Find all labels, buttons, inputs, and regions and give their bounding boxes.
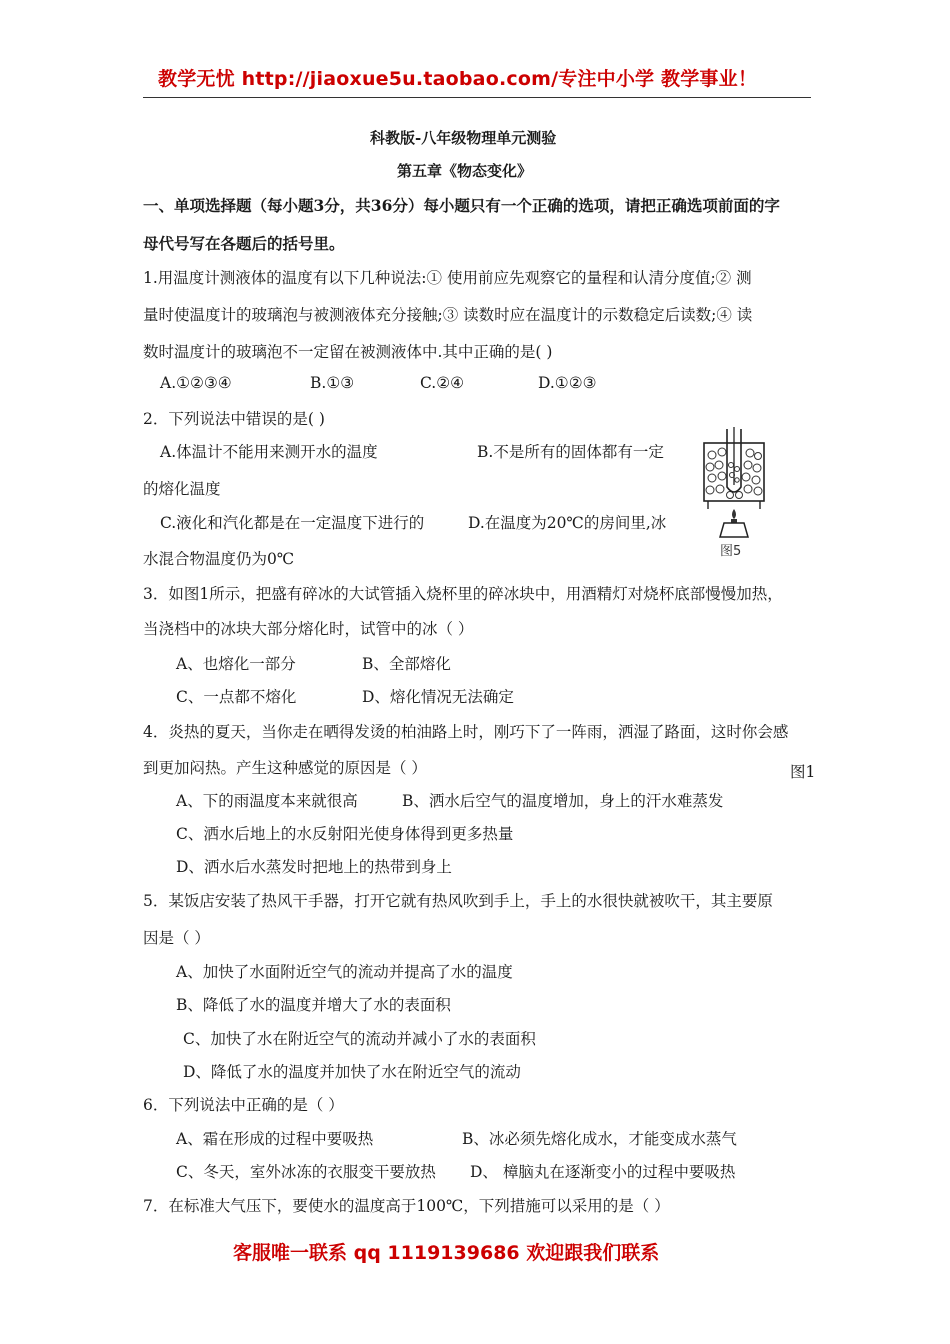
figure-5-caption: 图5 [720,544,742,559]
q4-option-b: B、洒水后空气的温度增加，身上的汗水难蒸发 [402,792,724,810]
q3-option-d: D、熔化情况无法确定 [362,688,514,706]
q1-option-a: A.①②③④ [160,374,232,392]
q5-option-c: C、加快了水在附近空气的流动并减小了水的表面积 [183,1030,536,1048]
q3-option-b: B、全部熔化 [362,655,451,673]
page-title: 科教版-八年级物理单元测验 [370,129,557,147]
q3-option-c: C、一点都不熔化 [176,688,297,706]
q2-stem: 2．下列说法中错误的是( ) [143,410,325,428]
q4-option-c: C、洒水后地上的水反射阳光使身体得到更多热量 [176,825,514,843]
q4-line2: 到更加闷热。产生这种感觉的原因是（ ） [143,759,427,777]
q4-line1: 4．炎热的夏天，当你走在晒得发烫的柏油路上时，刚巧下了一阵雨，洒湿了路面，这时你会感 [143,723,789,741]
q1-line2: 量时使温度计的玻璃泡与被测液体充分接触;③ 读数时应在温度计的示数稳定后读数;④ 读 [143,306,753,324]
q4-option-d: D、洒水后水蒸发时把地上的热带到身上 [176,858,452,876]
q3-line2: 当浇档中的冰块大部分熔化时，试管中的冰（ ） [143,620,474,638]
q6-option-b: B、冰必须先熔化成水，才能变成水蒸气 [462,1130,737,1148]
q2-option-b-cont: 的熔化温度 [143,480,221,498]
q2-option-a: A.体温计不能用来测开水的温度 [160,443,378,461]
q7-stem: 7．在标准大气压下，要使水的温度高于100℃，下列措施可以采用的是（ ） [143,1197,670,1215]
q5-option-b: B、降低了水的温度并增大了水的表面积 [176,996,451,1014]
figure-1-label: 图1 [790,763,816,781]
q2-option-b: B.不是所有的固体都有一定 [477,443,664,461]
q5-option-a: A、加快了水面附近空气的流动并提高了水的温度 [176,963,513,981]
q6-stem: 6．下列说法中正确的是（ ） [143,1096,344,1114]
q1-line3: 数时温度计的玻璃泡不一定留在被测液体中.其中正确的是( ) [143,343,553,361]
q5-line1: 5．某饭店安装了热风干手器，打开它就有热风吹到手上，手上的水很快就被吹干，其主要原 [143,892,773,910]
q2-option-d: D.在温度为20℃的房间里,冰 [468,514,667,532]
q1-option-c: C.②④ [420,374,465,392]
q2-option-c: C.液化和汽化都是在一定温度下进行的 [160,514,425,532]
q5-option-d: D、降低了水的温度并加快了水在附近空气的流动 [183,1063,521,1081]
q2-option-d-cont: 水混合物温度仍为0℃ [143,550,295,568]
q3-option-a: A、也熔化一部分 [176,655,296,673]
q6-option-d: D、 樟脑丸在逐渐变小的过程中要吸热 [470,1163,736,1181]
chapter-subtitle: 第五章《物态变化》 [397,162,533,180]
q3-line1: 3．如图1所示，把盛有碎冰的大试管插入烧杯里的碎冰块中，用酒精灯对烧杯底部慢慢加热， [143,585,783,603]
q1-line1: 1.用温度计测液体的温度有以下几种说法:① 使用前应先观察它的量程和认清分度值;② 测 [143,269,752,287]
q5-line2: 因是（ ） [143,929,210,947]
q1-option-d: D.①②③ [538,374,597,392]
header-banner: 教学无忧 http://jiaoxue5u.taobao.com/专注中小学 教学事业！ [158,68,758,90]
q6-option-c: C、冬天，室外冰冻的衣服变干要放热 [176,1163,436,1181]
q4-option-a: A、下的雨温度本来就很高 [176,792,358,810]
section-heading-line2: 母代号写在各题后的括号里。 [143,234,345,253]
q1-option-b: B.①③ [310,374,355,392]
figure-5-apparatus [698,425,770,560]
header-divider [143,97,811,98]
footer-contact: 客服唯一联系 qq 1119139686 欢迎跟我们联系 [233,1242,660,1264]
q6-option-a: A、霜在形成的过程中要吸热 [176,1130,374,1148]
section-heading-line1: 一、单项选择题（每小题3分，共36分）每小题只有一个正确的选项，请把正确选项前面的字 [143,196,780,215]
